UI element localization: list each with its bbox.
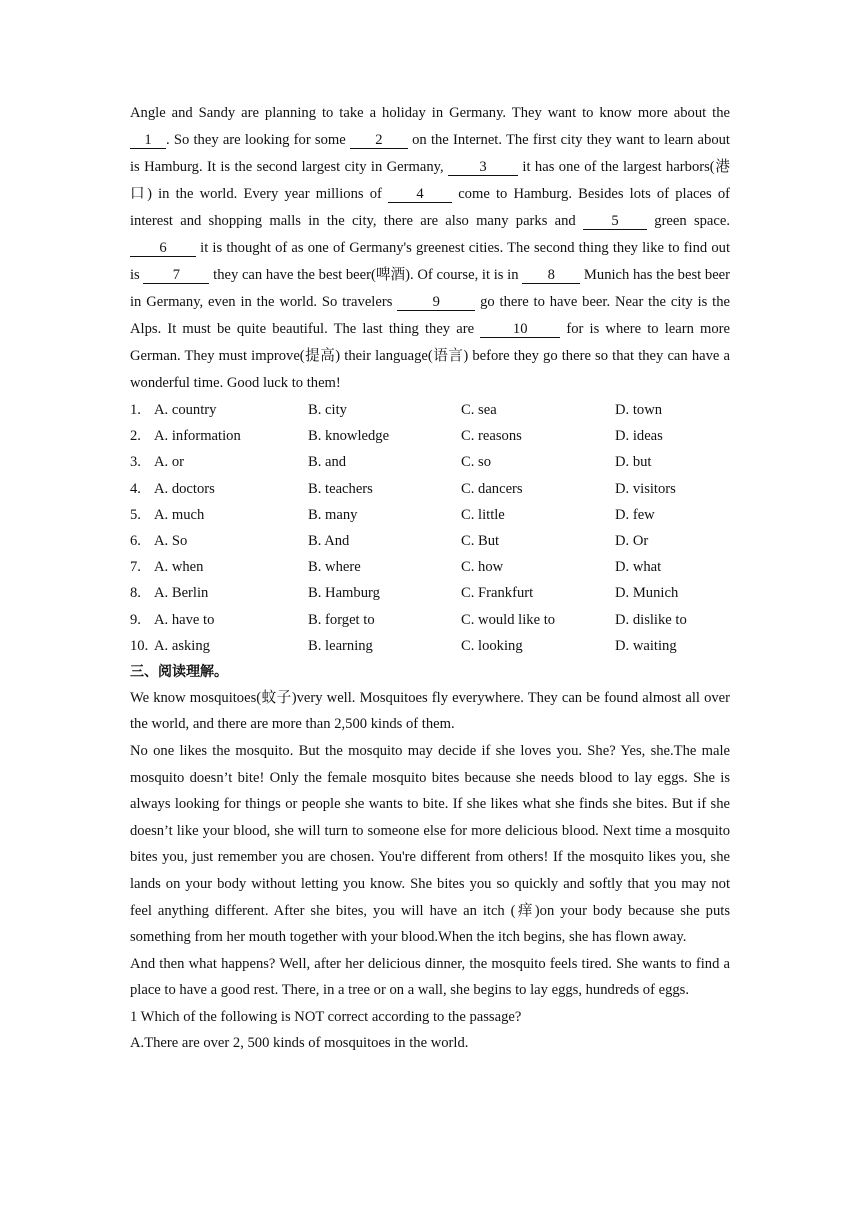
option-c: C. how: [461, 559, 504, 576]
section-heading: 三、阅读理解。: [130, 663, 228, 680]
option-b: B. city: [308, 402, 347, 418]
option-d: D. ideas: [615, 428, 663, 445]
question-number: 1.: [130, 402, 141, 418]
question-number: 4.: [130, 480, 141, 497]
question-number: 10.: [130, 637, 149, 654]
question-number: 6.: [130, 532, 141, 549]
cloze-passage: [130, 100, 730, 397]
passage-text: green space.: [647, 213, 730, 229]
blank-1: 1: [130, 132, 166, 149]
option-row-9: [130, 607, 730, 633]
passage-text: come to Hamburg. Besides lots of places of interest and shopping malls in the city, there are also many parks and: [130, 186, 731, 229]
passage-text: it has one of the largest harbors(港口) in the world. Every year millions of: [130, 159, 730, 202]
blank-6: 6: [130, 240, 196, 257]
passage-text: for is where to learn more German. They must improve(提高) their language(语言) before they go there so that they can have a wonderful time. Good luck to them!: [130, 321, 730, 391]
option-b: B. forget to: [308, 611, 375, 628]
option-d: D. town: [615, 402, 663, 418]
option-d: D. dislike to: [615, 611, 687, 628]
option-a: A. information: [154, 428, 241, 445]
document-page: [130, 100, 730, 1057]
blank-2: 2: [350, 132, 408, 149]
option-a: A. have to: [154, 611, 215, 628]
option-c: C. would like to: [461, 611, 556, 628]
blank-3: 3: [448, 159, 518, 176]
option-b: B. and: [308, 454, 347, 471]
question-number: 8.: [130, 585, 141, 602]
passage-text: it is thought of as one of Germany's greenest cities. The second thing they like to find out is: [130, 240, 730, 283]
question-number: 2.: [130, 428, 141, 445]
option-c: C. Frankfurt: [461, 585, 534, 602]
option-a: A. So: [154, 532, 188, 549]
reading-passage: [130, 685, 730, 1004]
option-b: B. knowledge: [308, 428, 390, 445]
option-a: A. or: [154, 454, 184, 471]
option-d: D. Or: [615, 532, 649, 549]
cloze-options: [130, 397, 730, 659]
option-d: D. visitors: [615, 480, 676, 497]
option-row-4: [130, 476, 730, 502]
option-b: B. teachers: [308, 480, 373, 497]
question-1: 1 Which of the following is NOT correct according to the passage?: [130, 1009, 522, 1025]
option-c: C. sea: [461, 402, 497, 418]
option-d: D. what: [615, 559, 662, 576]
option-a: A. Berlin: [154, 585, 209, 602]
option-c: C. little: [461, 506, 505, 523]
option-c: C. reasons: [461, 428, 522, 445]
question-1-option-a: A.There are over 2, 500 kinds of mosquitoes in the world.: [130, 1035, 469, 1052]
passage-text: Munich has the best beer in Germany, even in the world. So travelers: [130, 267, 731, 310]
passage-text: . So they are looking for some: [166, 132, 350, 148]
question-number: 7.: [130, 559, 141, 576]
passage-text: they can have the best beer(啤酒). Of course, it is in: [209, 267, 523, 283]
option-row-10: [130, 633, 730, 659]
option-row-8: [130, 580, 730, 606]
option-row-3: [130, 449, 730, 475]
passage-text: go there to have beer. Near the city is the Alps. It must be quite beautiful. The last thing they are: [130, 294, 730, 337]
option-a: A. when: [154, 559, 204, 576]
option-b: B. where: [308, 559, 361, 576]
option-row-2: [130, 423, 730, 449]
option-d: D. few: [615, 506, 655, 523]
blank-10: 10: [480, 321, 560, 338]
blank-8: 8: [522, 267, 580, 284]
option-row-1: [130, 397, 730, 423]
reading-paragraph-2: No one likes the mosquito. But the mosquito may decide if she loves you. She? Yes, she.The male mosquito doesn’t bite! Only the female mosquito bites because she needs blood to lay eggs. She is always looking for things or people she wants to bite. If she likes what she finds she bites. But if she doesn’t like your blood, she will turn to someone else for more delicious blood. Next time a mosquito bites you, just remember you are chosen. You're different from others! If the mosquito likes you, she lands on your body without letting you know. She bites you so quickly and softly that you may not feel anything different. After she bites, you will have an itch (痒)on your body because she puts something from her mouth together with your blood.When the itch begins, she has flown away.: [130, 743, 730, 946]
option-b: B. many: [308, 506, 358, 523]
option-a: A. country: [154, 402, 217, 418]
option-row-7: [130, 554, 730, 580]
option-c: C. But: [461, 532, 500, 549]
reading-paragraph-1: We know mosquitoes(蚊子)very well. Mosquitoes fly everywhere. They can be found almost all over the world, and there are more than 2,500 kinds of them.: [130, 689, 730, 733]
blank-7: 7: [143, 267, 209, 284]
passage-text: on the Internet. The first city they want to learn about is Hamburg. It is the second largest city in Germany,: [130, 132, 730, 175]
option-row-5: [130, 502, 730, 528]
option-d: D. but: [615, 454, 652, 471]
question-number: 5.: [130, 506, 141, 523]
option-a: A. much: [154, 506, 205, 523]
reading-paragraph-3: And then what happens? Well, after her delicious dinner, the mosquito feels tired. She wants to find a place to have a good rest. There, in a tree or on a wall, she begins to lay eggs, hundreds of eggs.: [130, 955, 730, 999]
option-a: A. doctors: [154, 480, 215, 497]
question-number: 9.: [130, 611, 141, 628]
question-number: 3.: [130, 454, 141, 471]
option-row-6: [130, 528, 730, 554]
option-b: B. learning: [308, 637, 373, 654]
option-c: C. looking: [461, 637, 523, 654]
blank-4: 4: [388, 186, 452, 203]
option-c: C. dancers: [461, 480, 523, 497]
blank-9: 9: [397, 294, 475, 311]
passage-text: Angle and Sandy are planning to take a holiday in Germany. They want to know more about the: [130, 105, 730, 121]
option-d: D. Munich: [615, 585, 679, 602]
option-c: C. so: [461, 454, 492, 471]
option-b: B. Hamburg: [308, 585, 380, 602]
option-d: D. waiting: [615, 637, 677, 654]
option-a: A. asking: [154, 637, 210, 654]
blank-5: 5: [583, 213, 647, 230]
option-b: B. And: [308, 532, 350, 549]
